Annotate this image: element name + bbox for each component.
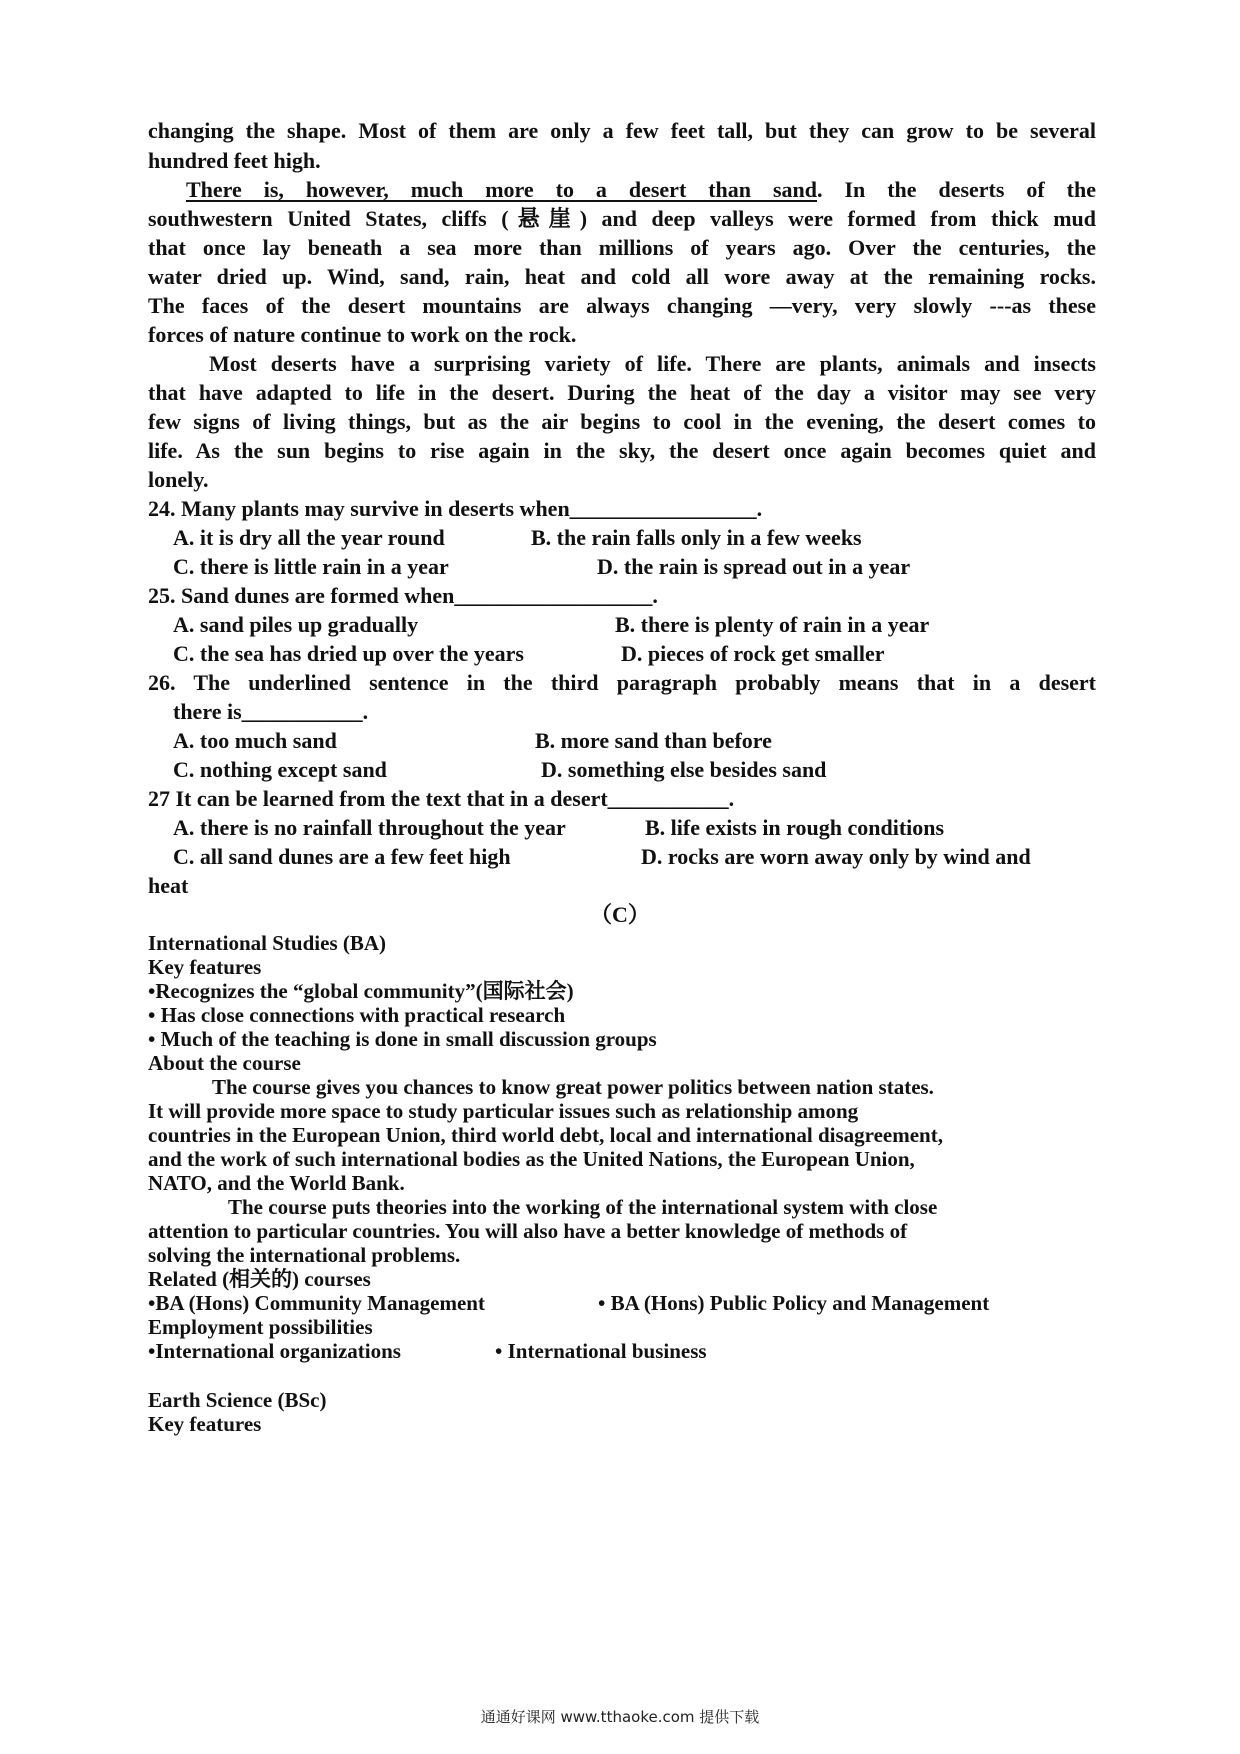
paragraph-4-line-4: life. As the sun begins to rise again in the sky, the desert once again becomes quiet and bbox=[148, 438, 1096, 463]
about-paragraph-1-line-3: countries in the European Union, third world debt, local and international disagreement, bbox=[148, 1123, 943, 1147]
question-26-stem-line-2: there is___________. bbox=[173, 699, 369, 724]
about-paragraph-2-line-2: attention to particular countries. You will also have a better knowledge of methods of bbox=[148, 1219, 908, 1243]
feature-3: • Much of the teaching is done in small discussion groups bbox=[148, 1027, 657, 1051]
question-27-option-d-continued: heat bbox=[148, 873, 189, 898]
paragraph-3-line-4: water dried up. Wind, sand, rain, heat and cold all wore away at the remaining rocks. bbox=[148, 264, 1096, 289]
question-27-option-a[interactable]: A. there is no rainfall throughout the year bbox=[173, 815, 566, 840]
key-features-heading: Key features bbox=[148, 955, 262, 979]
section-c-heading: （C） bbox=[590, 902, 650, 927]
about-heading: About the course bbox=[148, 1051, 301, 1075]
question-25-option-a[interactable]: A. sand piles up gradually bbox=[173, 612, 419, 637]
about-paragraph-1-line-5: NATO, and the World Bank. bbox=[148, 1171, 405, 1195]
question-26-option-b[interactable]: B. more sand than before bbox=[535, 728, 772, 753]
question-26-option-d[interactable]: D. something else besides sand bbox=[541, 757, 827, 782]
paragraph-3-line-1-rest: . In the deserts of the bbox=[817, 177, 1096, 202]
page-footer: 通通好课网 www.tthaoke.com 提供下载 bbox=[480, 1708, 760, 1726]
question-27-option-b[interactable]: B. life exists in rough conditions bbox=[645, 815, 945, 840]
question-27-option-d[interactable]: D. rocks are worn away only by wind and bbox=[641, 844, 1031, 869]
paragraph-4-line-2: that have adapted to life in the desert. During the heat of the day a visitor may see very bbox=[148, 380, 1096, 405]
paragraph-4-line-1: Most deserts have a surprising variety of life. There are plants, animals and insects bbox=[209, 351, 1096, 376]
employment-1: •International organizations bbox=[148, 1339, 401, 1363]
paragraph-3-line-5: The faces of the desert mountains are always changing —very, very slowly ---as these bbox=[148, 293, 1096, 318]
paragraph-4-line-3: few signs of living things, but as the air begins to cool in the evening, the desert comes to bbox=[148, 409, 1096, 434]
question-26-option-c[interactable]: C. nothing except sand bbox=[173, 757, 387, 782]
question-26-stem-line-1: 26. The underlined sentence in the third paragraph probably means that in a desert bbox=[148, 670, 1096, 695]
question-27-option-c[interactable]: C. all sand dunes are a few feet high bbox=[173, 844, 511, 869]
question-25-option-c[interactable]: C. the sea has dried up over the years bbox=[173, 641, 524, 666]
about-paragraph-1-line-2: It will provide more space to study particular issues such as relationship among bbox=[148, 1099, 859, 1123]
related-courses-heading: Related (相关的) courses bbox=[148, 1267, 371, 1291]
question-24-option-a[interactable]: A. it is dry all the year round bbox=[173, 525, 445, 550]
paragraph-2-line-1: changing the shape. Most of them are only a few feet tall, but they can grow to be several bbox=[148, 118, 1096, 143]
about-paragraph-1-line-4: and the work of such international bodies as the United Nations, the European Union, bbox=[148, 1147, 915, 1171]
question-27-stem: 27 It can be learned from the text that in a desert___________. bbox=[148, 786, 735, 811]
paragraph-3-line-6: forces of nature continue to work on the rock. bbox=[148, 322, 577, 347]
related-course-1: •BA (Hons) Community Management bbox=[148, 1291, 485, 1315]
feature-1: •Recognizes the “global community”(国际社会) bbox=[148, 979, 574, 1003]
underlined-sentence: There is, however, much more to a desert than sand bbox=[186, 177, 817, 202]
question-24-stem: 24. Many plants may survive in deserts when_________________. bbox=[148, 496, 763, 521]
feature-2: • Has close connections with practical research bbox=[148, 1003, 566, 1027]
employment-2: • International business bbox=[495, 1339, 707, 1363]
question-24-option-d[interactable]: D. the rain is spread out in a year bbox=[597, 554, 911, 579]
paragraph-2-line-2: hundred feet high. bbox=[148, 148, 321, 173]
question-25-option-b[interactable]: B. there is plenty of rain in a year bbox=[615, 612, 930, 637]
key-features-2-heading: Key features bbox=[148, 1412, 262, 1436]
paragraph-3-line-2: southwestern United States, cliffs (悬崖) and deep valleys were formed from thick mud bbox=[148, 206, 1096, 231]
question-26-option-a[interactable]: A. too much sand bbox=[173, 728, 337, 753]
question-24-option-b[interactable]: B. the rain falls only in a few weeks bbox=[531, 525, 862, 550]
about-paragraph-2-line-1: The course puts theories into the working of the international system with close bbox=[228, 1195, 938, 1219]
employment-heading: Employment possibilities bbox=[148, 1315, 373, 1339]
related-course-2: • BA (Hons) Public Policy and Management bbox=[598, 1291, 990, 1315]
paragraph-3-line-3: that once lay beneath a sea more than millions of years ago. Over the centuries, the bbox=[148, 235, 1096, 260]
question-25-option-d[interactable]: D. pieces of rock get smaller bbox=[621, 641, 885, 666]
about-paragraph-1-line-1: The course gives you chances to know great power politics between nation states. bbox=[212, 1075, 934, 1099]
course-2-title: Earth Science (BSc) bbox=[148, 1388, 327, 1412]
paragraph-3-line-1 bbox=[148, 175, 1096, 205]
question-25-stem: 25. Sand dunes are formed when__________________. bbox=[148, 583, 658, 608]
paragraph-4-line-5: lonely. bbox=[148, 467, 209, 492]
course-1-title: International Studies (BA) bbox=[148, 931, 387, 955]
question-24-option-c[interactable]: C. there is little rain in a year bbox=[173, 554, 449, 579]
about-paragraph-2-line-3: solving the international problems. bbox=[148, 1243, 461, 1267]
